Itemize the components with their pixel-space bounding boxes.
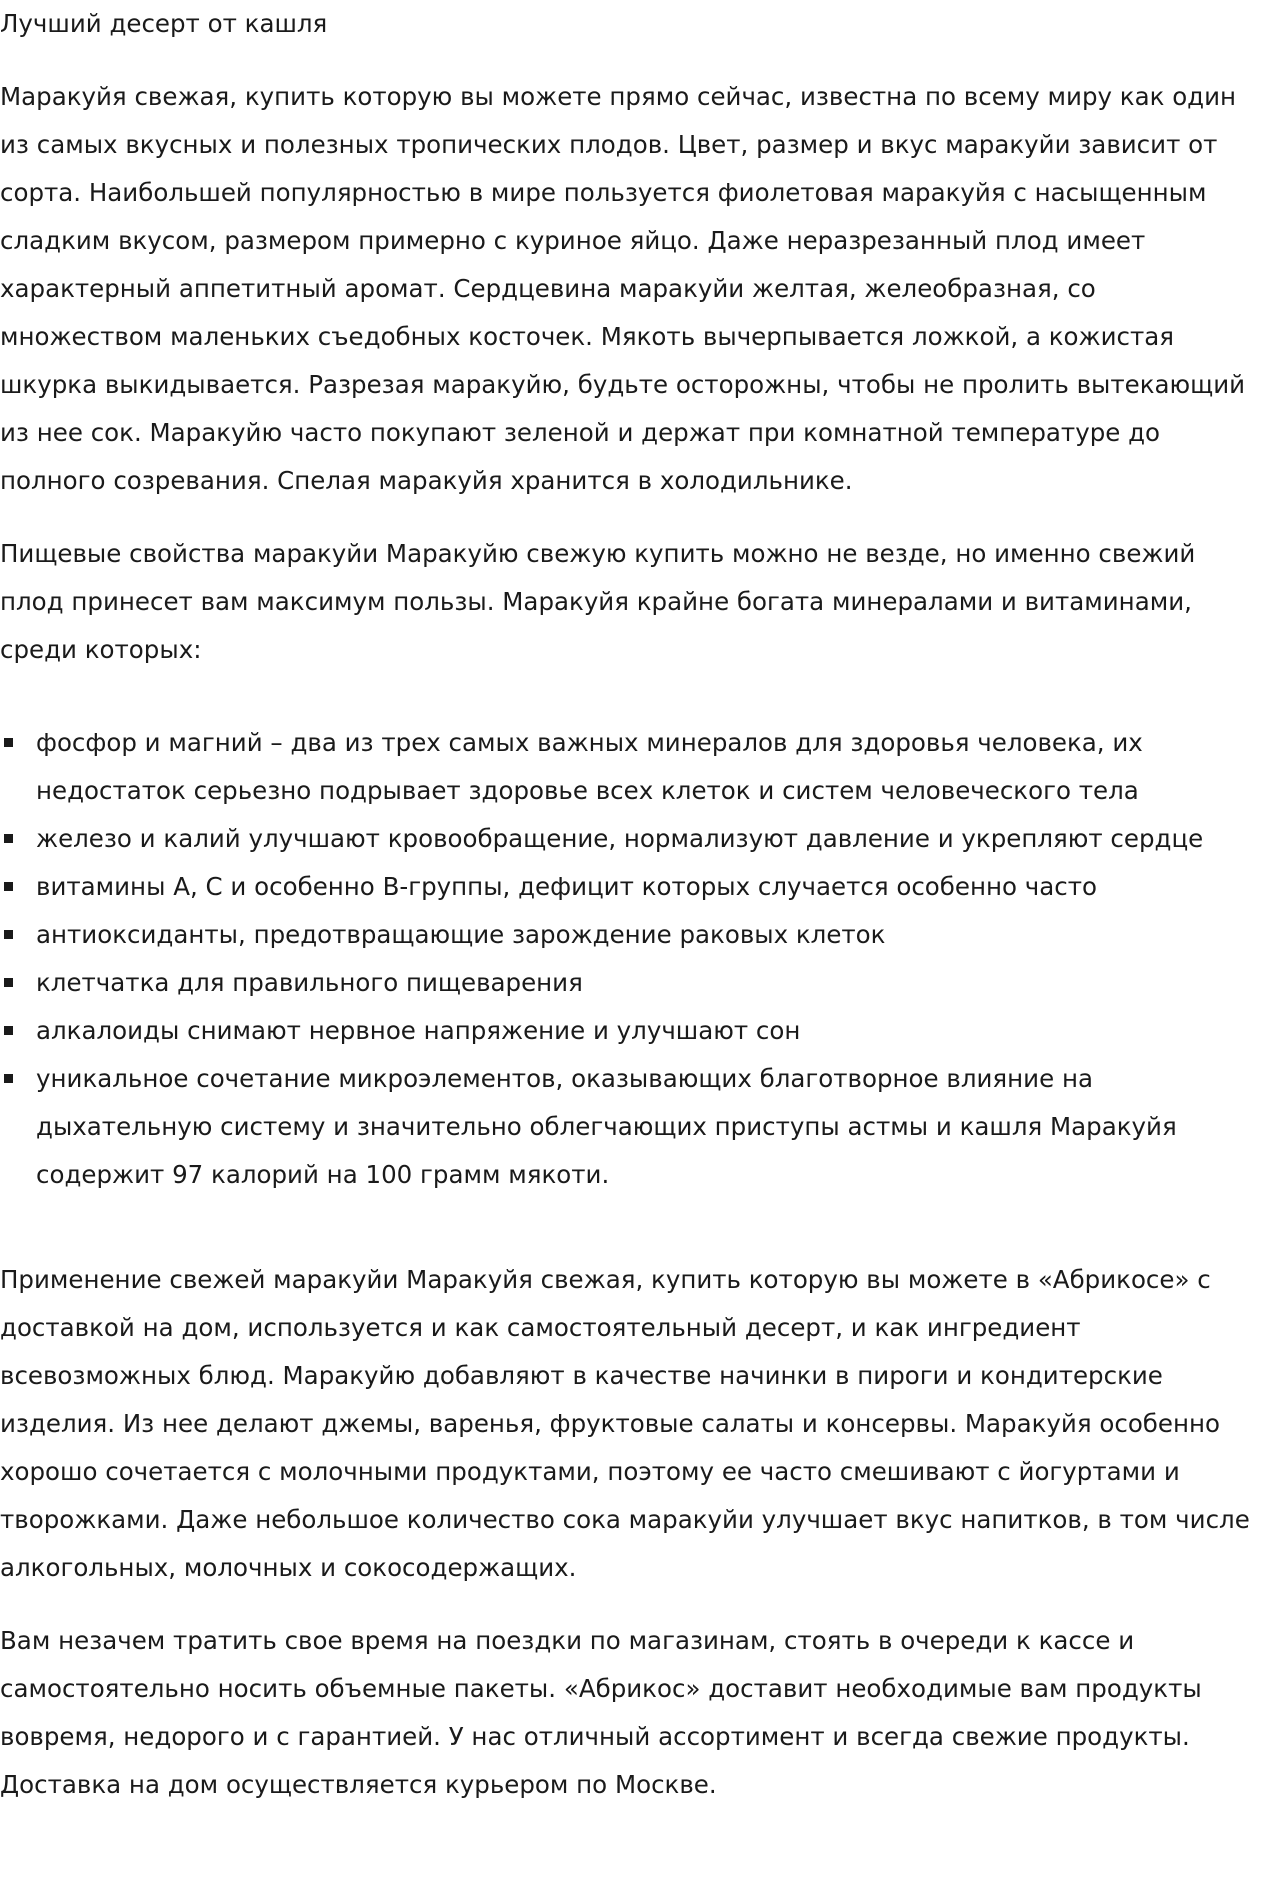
list-item-text: алкалоиды снимают нервное напряжение и улучшают сон (36, 1016, 801, 1045)
square-bullet-icon (4, 738, 13, 747)
list-item (0, 719, 1258, 815)
list-item-text: уникальное сочетание микроэлементов, оказывающих благотворное влияние на дыхательную систему и значительно облегчающих приступы астмы и кашля Маракуйя содержит 97 калорий на 100 грамм мякоти. (36, 1064, 1177, 1189)
list-item-text: фосфор и магний – два из трех самых важных минералов для здоровья человека, их недостаток серьезно подрывает здоровье всех клеток и систем человеческого тела (36, 728, 1143, 805)
list-item (0, 815, 1258, 863)
list-item-text: антиоксиданты, предотвращающие зарождение раковых клеток (36, 920, 886, 949)
square-bullet-icon (4, 978, 13, 987)
list-item (0, 959, 1258, 1007)
square-bullet-icon (4, 930, 13, 939)
square-bullet-icon (4, 1074, 13, 1083)
list-item-text: железо и калий улучшают кровообращение, нормализуют давление и укрепляют сердце (36, 824, 1204, 853)
intro-paragraph: Маракуйя свежая, купить которую вы можете прямо сейчас, известна по всему миру как один из самых вкусных и полезных тропических плодов. Цвет, размер и вкус маракуйи зависит от сорта. Наибольшей популярностью в мире пользуется фиолетовая маракуйя с насыщенным сладким вкусом, размером примерно с куриное яйцо. Даже неразрезанный плод имеет характерный аппетитный аромат. Сердцевина маракуйи желтая, желеобразная, со множеством маленьких съедобных косточек. Мякоть вычерпывается ложкой, а кожистая шкурка выкидывается. Разрезая маракуйю, будьте осторожны, чтобы не пролить вытекающий из нее сок. Маракуйю часто покупают зеленой и держат при комнатной температуре до полного созревания. Спелая маракуйя хранится в холодильнике. (0, 82, 1246, 495)
list-item (0, 911, 1258, 959)
square-bullet-icon (4, 1026, 13, 1035)
list-item (0, 863, 1258, 911)
square-bullet-icon (4, 834, 13, 843)
usage-paragraph: Применение свежей маракуйи Маракуйя свежая, купить которую вы можете в «Абрикосе» с доставкой на дом, используется и как самостоятельный десерт, и как ингредиент всевозможных блюд. Маракуйю добавляют в качестве начинки в пироги и кондитерские изделия. Из нее делают джемы, варенья, фруктовые салаты и консервы. Маракуйя особенно хорошо сочетается с молочными продуктами, поэтому ее часто смешивают с йогуртами и творожками. Даже небольшое количество сока маракуйи улучшает вкус напитков, в том числе алкогольных, молочных и сокосодержащих. (0, 1265, 1250, 1582)
list-item (0, 1055, 1258, 1199)
list-item-text: клетчатка для правильного пищеварения (36, 968, 583, 997)
list-item (0, 1007, 1258, 1055)
page-title: Лучший десерт от кашля (0, 9, 328, 38)
delivery-paragraph: Вам незачем тратить свое время на поездки по магазинам, стоять в очереди к кассе и самостоятельно носить объемные пакеты. «Абрикос» доставит необходимые вам продукты вовремя, недорого и с гарантией. У нас отличный ассортимент и всегда свежие продукты. Доставка на дом осуществляется курьером по Москве. (0, 1626, 1202, 1799)
list-item-text: витамины А, С и особенно В-группы, дефицит которых случается особенно часто (36, 872, 1098, 901)
benefits-list (0, 719, 1258, 1199)
nutrition-paragraph: Пищевые свойства маракуйи Маракуйю свежую купить можно не везде, но именно свежий плод принесет вам максимум пользы. Маракуйя крайне богата минералами и витаминами, среди которых: (0, 539, 1196, 664)
square-bullet-icon (4, 882, 13, 891)
